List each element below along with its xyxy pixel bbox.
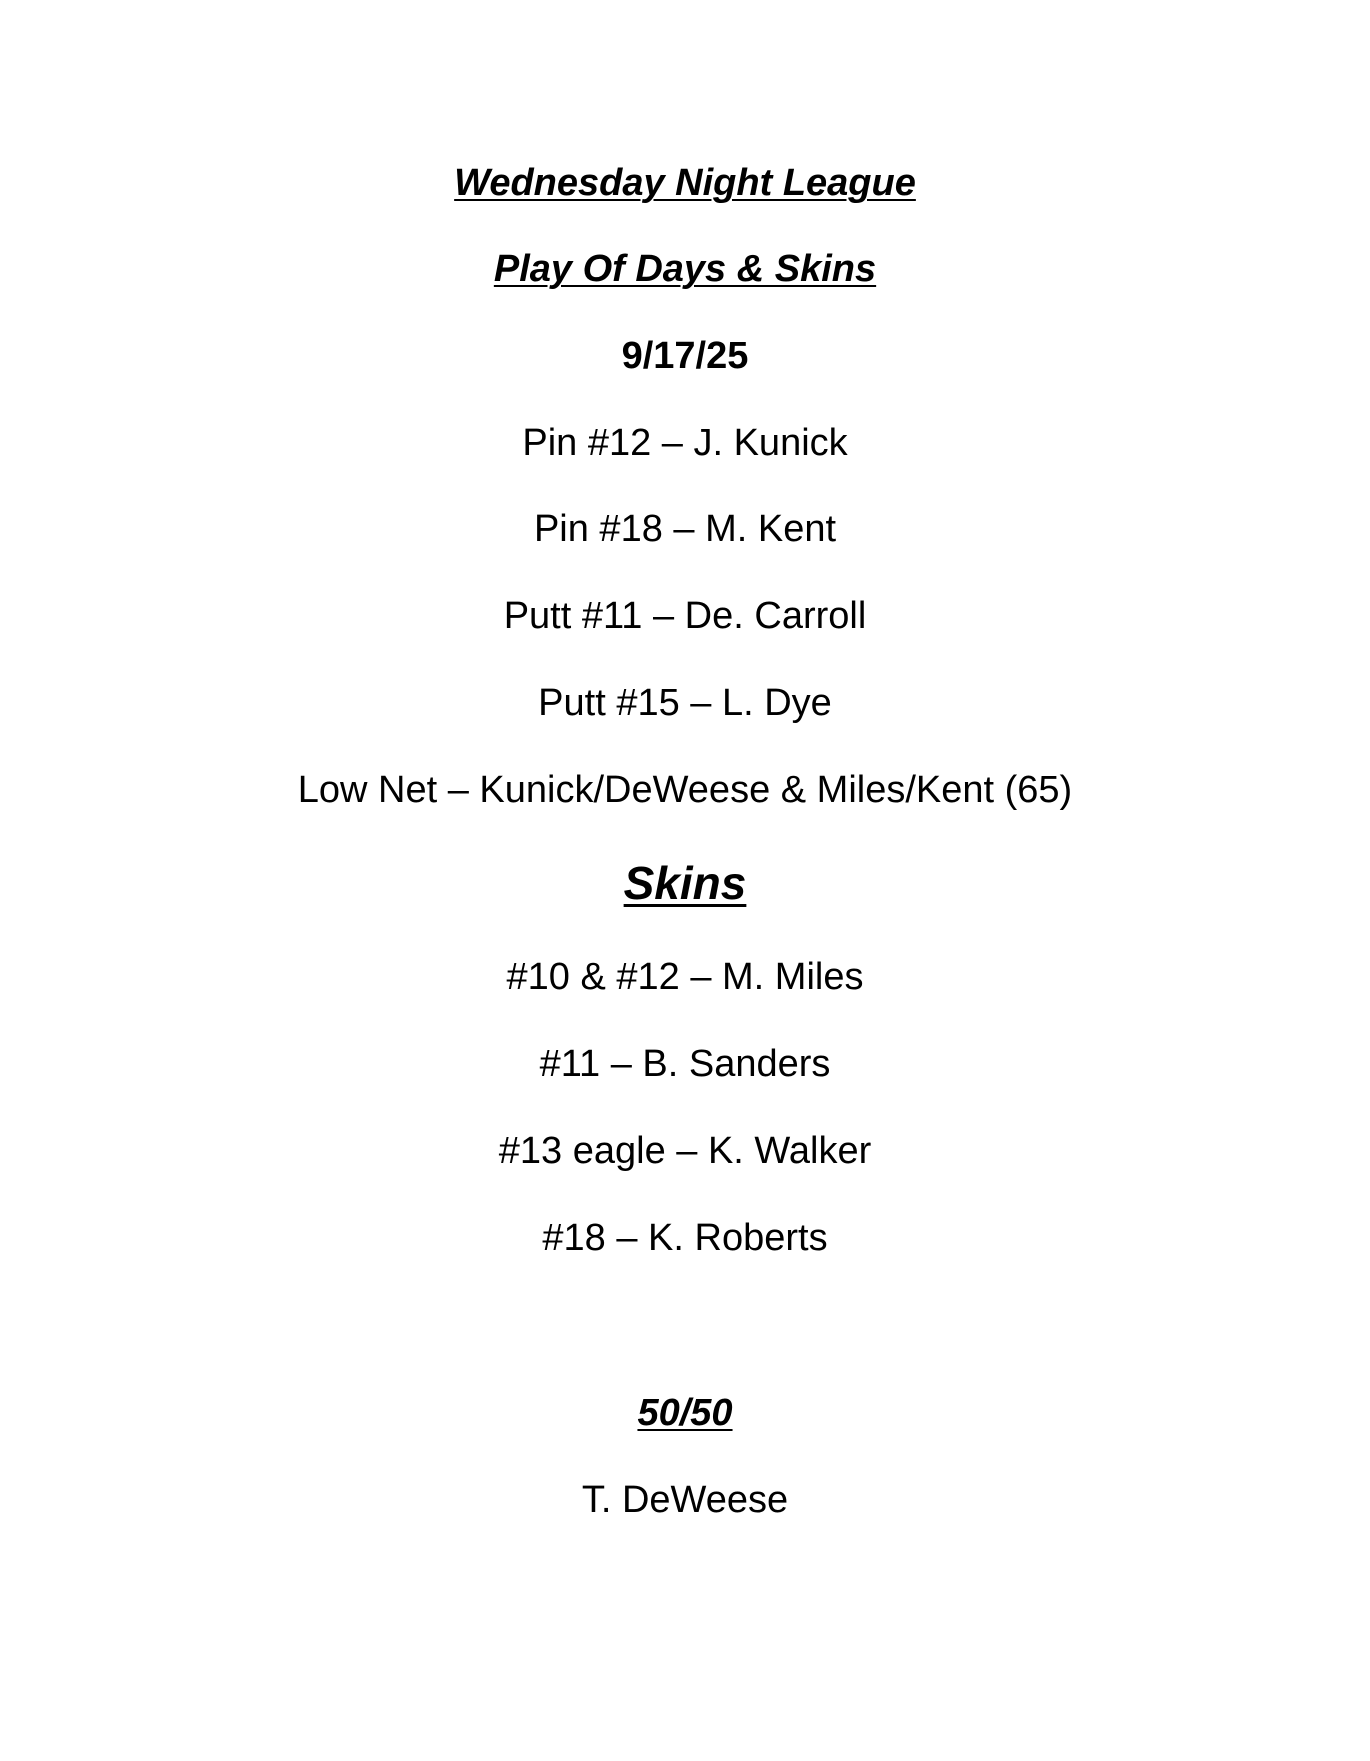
document-date: 9/17/25: [621, 335, 749, 377]
play-of-day-item: Putt #11 – De. Carroll: [503, 595, 867, 637]
play-of-day-item: Pin #18 – M. Kent: [533, 508, 837, 550]
skins-item: #18 – K. Roberts: [542, 1217, 828, 1259]
skins-item: #11 – B. Sanders: [539, 1043, 831, 1085]
fifty-fifty-heading: 50/50: [637, 1392, 733, 1434]
skins-item: #13 eagle – K. Walker: [498, 1130, 872, 1172]
skins-heading: Skins: [623, 857, 747, 909]
play-of-day-item: Pin #12 – J. Kunick: [522, 422, 848, 464]
skins-item: #10 & #12 – M. Miles: [506, 956, 864, 998]
document-title: Wednesday Night League: [454, 162, 916, 204]
fifty-fifty-winner: T. DeWeese: [581, 1479, 789, 1521]
document-subtitle: Play Of Days & Skins: [493, 248, 877, 290]
play-of-day-item: Low Net – Kunick/DeWeese & Miles/Kent (65): [297, 769, 1073, 811]
play-of-day-item: Putt #15 – L. Dye: [538, 682, 832, 724]
